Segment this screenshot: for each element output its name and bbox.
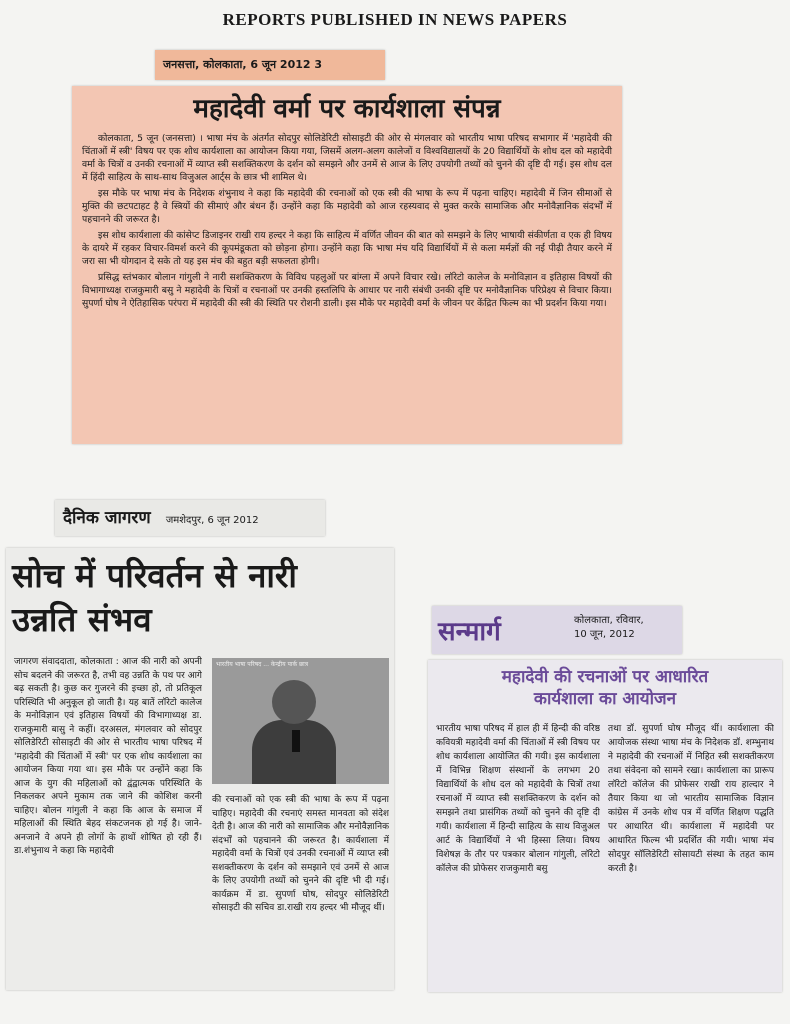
- jagran-headline-line-1: सोच में परिवर्तन से नारी: [12, 556, 297, 595]
- sanmarg-headline: [428, 666, 782, 710]
- jansatta-headline: महादेवी वर्मा पर कार्यशाला संपन्न: [193, 94, 501, 124]
- jagran-photo: [212, 658, 389, 784]
- jansatta-paragraph-2: इस मौके पर भाषा मंच के निदेशक शंभुनाथ ने कहा कि महादेवी की रचनाओं को एक स्त्री की भाषा के रूप में पढ़ना चाहिए। महादेवी में जिन सीमाओं से मुक्ति की छटपटाहट है वे स्त्रियों की सीमाएं और बंधन हैं। उन्होंने कहा कि महादेवी को आज रहस्यवाद से मुक्त करके सामाजिक और मनोवैज्ञानिक संदर्भों में पहचानने की जरूरत है।: [82, 188, 612, 225]
- sanmarg-dateline: [574, 614, 644, 642]
- jagran-headline-line-2: उन्नति संभव: [12, 600, 152, 639]
- jagran-photo-caption: भारतीय भाषा परिषद ... केन्द्रीय पार्क छात्र: [216, 661, 309, 668]
- jagran-column-1: जागरण संवाददाता, कोलकाता : आज की नारी को अपनी सोच बदलने की जरूरत है, तभी वह उन्नति के पथ पर आगे बढ़ सकती है। कुछ कर गुजरने की इच्छा हो, तो प्रतिकूल परिस्थिति भी अनुकूल हो जाती है। यह बातें लॉरेटो कालेज के मनोविज्ञान एवं इतिहास विषयों की विभागाध्यक्ष डा. राजकुमारी बासु ने कहीं। दरअसल, मंगलवार को सोदपुर सोलिडेरिटी सोसाइटी की ओर से भारतीय भाषा परिषद में 'महादेवी की चिंताओं में स्त्री' पर एक शोध कार्यशाला का आयोजन किया गया था। इस मौके पर उन्होंने कहा कि आज के युग की महिलाओं को द्वंद्वात्मक परिस्थिति के निकलकर अपने मुकाम तक जाने की कोशिश करनी चाहिए। बोलन गांगुली ने कहा कि आज के समाज में महिलाओं की स्थिति बेहद संकटजनक हो गई है। जाने-अनजाने वे अपने ही लोगों के हाथों शोषित हो रही हैं। डा.शंभुनाथ ने कहा कि महादेवी: [14, 657, 202, 856]
- microphone-icon: [292, 730, 300, 752]
- sanmarg-masthead: [432, 606, 682, 654]
- jansatta-paragraph-4: प्रसिद्ध स्तंभकार बोलान गांगुली ने नारी सशक्तिकरण के विविध पहलुओं पर बांग्ला में अपने विचार रखे। लॉरेटो कालेज के मनोविज्ञान व इतिहास विषयों की विभागाध्यक्ष राजकुमारी बसु ने महादेवी के चित्रों व रचनाओं पर उनकी हस्तलिपि के आधार पर नारी संबंधी उनकी दृष्टि पर मनोवैज्ञानिक परिप्रेक्ष्य से विचार किया। सुपर्णा घोष ने ऐतिहासिक परंपरा में महादेवी की स्त्री की स्थिति पर रोशनी डाली। इस मौके पर महादेवी वर्मा के जीवन पर केंद्रित फिल्म का भी प्रदर्शन किया गया।: [82, 272, 612, 309]
- jagran-dateline: जमशेदपुर, 6 जून 2012: [165, 515, 259, 526]
- sanmarg-logo: सन्मार्ग: [438, 617, 501, 647]
- jagran-masthead: [55, 500, 325, 536]
- speaker-head: [272, 680, 316, 724]
- jansatta-paragraph-3: इस शोध कार्यशाला की कांसेप्ट डिजाइनर राखी राय हल्दर ने कहा कि साहित्य में वर्णित जीवन की बात को समझने के लिए भाषायी संकीर्णता व एक ही विषय के दायरे में रहकर विचार-विमर्श करने की कूपमंडूकता को छोड़ना होगा। उन्होंने कहा कि भाषा मंच यदि विद्यार्थियों में से कला मर्मज्ञों की नई पीढ़ी तैयार करने में जरा सा भी योगदान दे सके तो यह इस मंच की बहुत बड़ी सफलता होगी।: [82, 230, 612, 267]
- sanmarg-dateline-line-1: कोलकाता, रविवार,: [574, 615, 644, 626]
- jagran-headline: [12, 554, 297, 642]
- jansatta-paragraph-1: कोलकाता, 5 जून (जनसत्ता) । भाषा मंच के अंतर्गत सोदपुर सोलिडेरिटी सोसाइटी की ओर से मंगलवार को भारतीय भाषा परिषद सभागार में 'महादेवी की चिंताओं में स्त्री' विषय पर एक शोध कार्यशाला का आयोजन किया गया, जिसमें अलग-अलग कालेजों व विश्वविद्यालयों के 20 विद्यार्थियों के शोध दल को महादेवी वर्मा के चित्रों व उनकी रचनाओं में व्याप्त स्त्री सशक्तिकरण के दर्शन को समझने और उनमें से आज के लिए उपयोगी तथ्यों को चुनने की दृष्टि दी गई। इस शोध दल में हिंदी साहित्य के साथ-साथ विजुअल आर्ट्स के छात्र भी शामिल थे।: [82, 133, 612, 183]
- jagran-article: [6, 548, 394, 990]
- jagran-column-2: की रचनाओं को एक स्त्री की भाषा के रूप में पढ़ना चाहिए। महादेवी की रचनाएं समस्त मानवता को संदेश देती है। आज की नारी को सामाजिक और मनोवैज्ञानिक संदर्भों को पहचानने की जरूरत है। कार्यशाला में महादेवी वर्मा के चित्रों एवं उनकी रचनाओं में व्याप्त स्त्री सशक्तीकरण के दर्शन को समझाने एवं उनमें से आज के लिए उपयोगी तथ्यों को चुनने की दृष्टि भी दी गई। कार्यक्रम में डा. सुपर्णा घोष, सोदपुर सोलिडेरिटी सोसाइटी की सचिव डा.राखी राय हल्दर भी मौजूद थीं।: [212, 795, 389, 913]
- sanmarg-column-1: भारतीय भाषा परिषद में हाल ही में हिन्दी की वरिष्ठ कवियत्री महादेवी वर्मा की चिंताओं में स्त्री विषय पर शोध कार्यशाला आयोजित की गयी। इस कार्यशाला में विभिन्न शिक्षण संस्थानों के लगभग 20 विद्यार्थियों के शोध दल को महादेवी के चित्रों तथा रचनाओं में व्याप्त स्त्री सशक्तिकरण के दर्शन को समझने तथा प्रासंगिक तथ्यों को चुनने की दृष्टि दी गयी। कार्यशाला में हिन्दी साहित्य के साथ विजुअल आर्ट के विद्यार्थियों ने भी हिस्सा लिया। विषय विशेषज्ञ के तौर पर पत्रकार बोलान गांगुली, लॉरेटो कॉलेज की प्रोफेसर राजकुमारी बसु: [436, 724, 600, 874]
- jansatta-masthead: जनसत्ता, कोलकाता, 6 जून 2012 3: [155, 50, 385, 80]
- jansatta-article: [72, 86, 622, 444]
- page-title: REPORTS PUBLISHED IN NEWS PAPERS: [222, 10, 568, 29]
- jagran-logo: दैनिक जागरण: [63, 508, 151, 528]
- sanmarg-column-2: तथा डॉ. सुपर्णा घोष मौजूद थीं। कार्यशाला की आयोजक संस्था भाषा मंच के निदेशक डॉ. शम्भुनाथ ने महादेवी की रचनाओं में निहित स्त्री सशक्तीकरण तथा संवेदना को सामने रखा। कार्यशाला का प्रारूप लॉरेटो कॉलेज की प्रोफेसर राखी राय हाल्दार ने तैयार किया था जो भारतीय सामाजिक विज्ञान कांग्रेस में उनके शोध पत्र में वर्णित शिक्षण पद्धति पर आधारित थी। कार्यशाला में महादेवी पर आधारित फिल्म भी प्रदर्शित की गयी। भाषा मंच सोदपुर सॉलिडेरिटी सोसायटी संस्था के तहत काम करती है।: [608, 724, 774, 874]
- sanmarg-article: [428, 660, 782, 992]
- sanmarg-headline-line-1: महादेवी की रचनाओं पर आधारित: [501, 667, 709, 687]
- sanmarg-dateline-line-2: 10 जून, 2012: [574, 629, 635, 640]
- sanmarg-headline-line-2: कार्यशाला का आयोजन: [533, 689, 677, 709]
